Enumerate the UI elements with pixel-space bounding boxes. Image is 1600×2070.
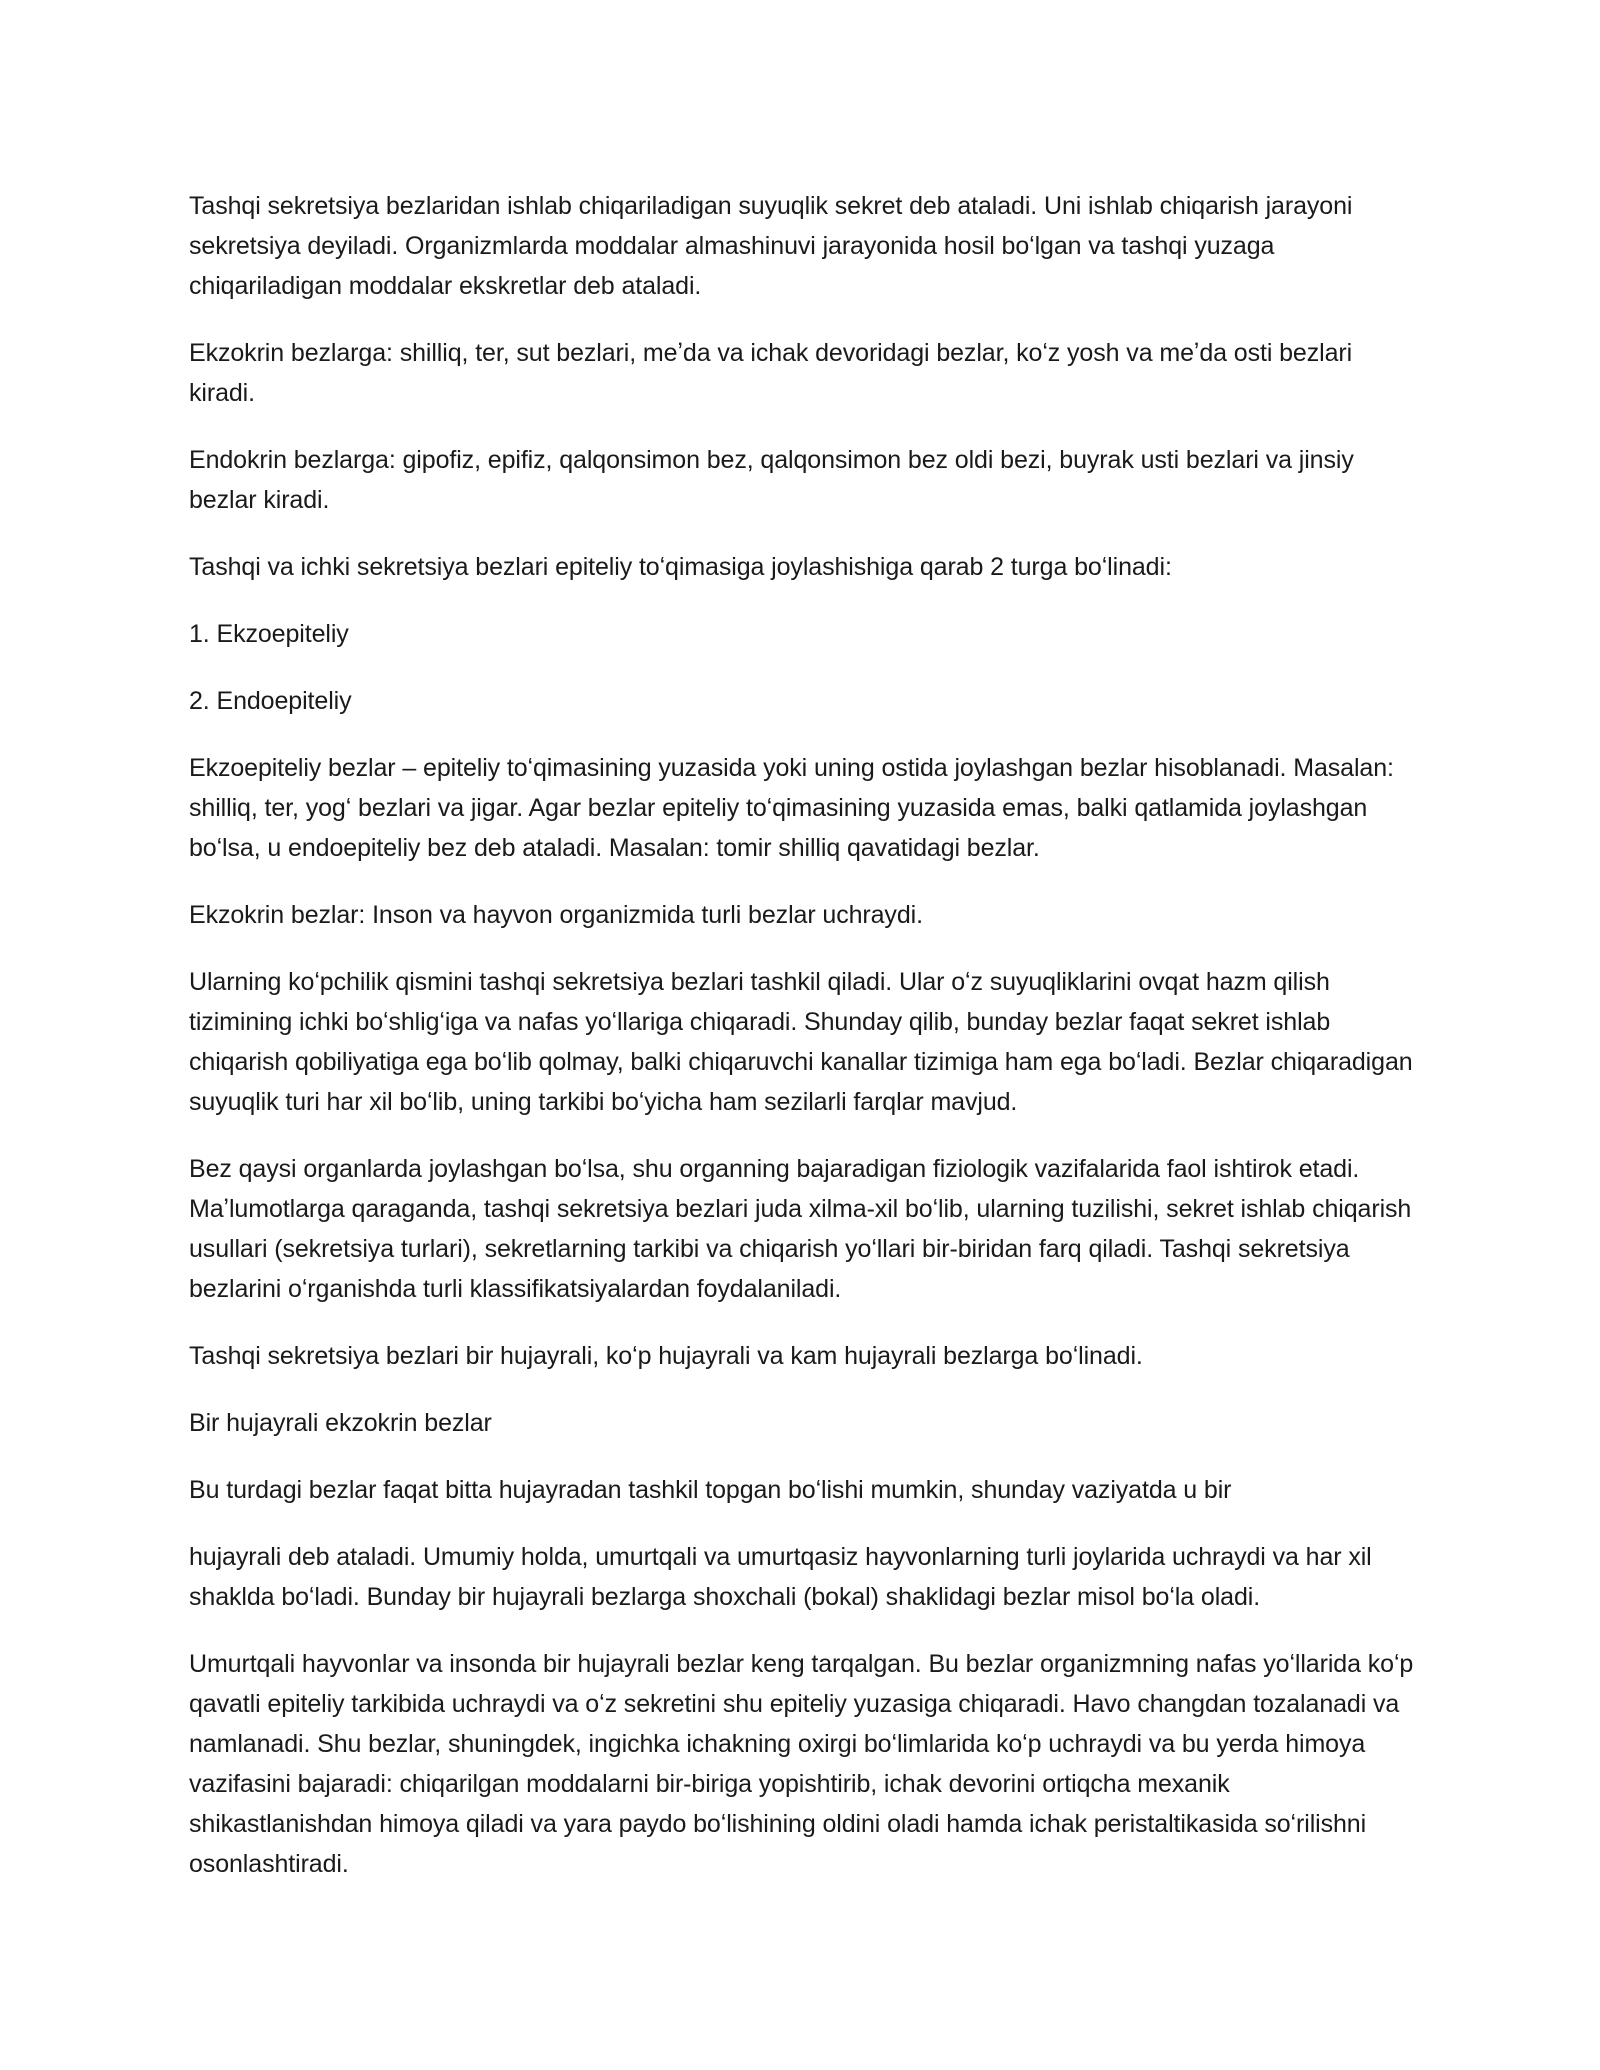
list-item-endoepiteliy: 2. Endoepiteliy xyxy=(189,687,352,715)
paragraph-endokrin-list: Endokrin bezlarga: gipofiz, epifiz, qalqonsimon bez, qalqonsimon bez oldi bezi, buyrak usti bezlari va jinsiy bezlar kiradi. xyxy=(189,446,1354,514)
list-item-ekzoepiteliy: 1. Ekzoepiteliy xyxy=(189,620,349,648)
paragraph-bir-hujayrali-start: Bu turdagi bezlar faqat bitta hujayradan tashkil topgan boʻlishi mumkin, shunday vaziyatda u bir xyxy=(189,1476,1232,1504)
paragraph-umurtqali-hayvonlar: Umurtqali hayvonlar va insonda bir hujayrali bezlar keng tarqalgan. Bu bezlar organizmning nafas yoʻllarida koʻp qavatli epiteliy tarkibida uchraydi va oʻz sekretini shu epiteliy yuzasiga chiqaradi. Havo changdan tozalanadi va namlanadi. Shu bezlar, shuningdek, ingichka ichakning oxirgi boʻlimlarida koʻp uchraydi va bu yerda himoya vazifasini bajaradi: chiqarilgan moddalarni bir-biriga yopishtirib, ichak devorini ortiqcha mexanik shikastlanishdan himoya qiladi va yara paydo boʻlishining oldini oladi hamda ichak peristaltikasida soʻrilishni osonlashtiradi. xyxy=(189,1650,1414,1878)
paragraph-ekzokrin-list: Ekzokrin bezlarga: shilliq, ter, sut bezlari, meʼda va ichak devoridagi bezlar, koʻz yosh va meʼda osti bezlari kiradi. xyxy=(189,339,1353,407)
paragraph-bir-hujayrali-continued: hujayrali deb ataladi. Umumiy holda, umurtqali va umurtqasiz hayvonlarning turli joylarida uchraydi va har xil shaklda boʻladi. Bunday bir hujayrali bezlarga shoxchali (bokal) shaklidagi bezlar misol boʻla oladi. xyxy=(189,1543,1372,1611)
document-body xyxy=(189,186,1419,1911)
paragraph-bez-organs: Bez qaysi organlarda joylashgan boʻlsa, shu organning bajaradigan fiziologik vazifalarida faol ishtirok etadi. Maʼlumotlarga qaraganda, tashqi sekretsiya bezlari juda xilma-xil boʻlib, ularning tuzilishi, sekret ishlab chiqarish usullari (sekretsiya turlari), sekretlarning tarkibi va chiqarish yoʻllari bir-biridan farq qiladi. Tashqi sekretsiya bezlarini oʻrganishda turli klassifikatsiyalardan foydalaniladi. xyxy=(189,1155,1412,1303)
paragraph-sekret-definition: Tashqi sekretsiya bezlaridan ishlab chiqariladigan suyuqlik sekret deb ataladi. Uni ishlab chiqarish jarayoni sekretsiya deyiladi. Organizmlarda moddalar almashinuvi jarayonida hosil boʻlgan va tashqi yuzaga chiqariladigan moddalar ekskretlar deb ataladi. xyxy=(189,192,1353,300)
paragraph-ekzoepiteliy-definition: Ekzoepiteliy bezlar – epiteliy toʻqimasining yuzasida yoki uning ostida joylashgan bezlar hisoblanadi. Masalan: shilliq, ter, yogʻ bezlari va jigar. Agar bezlar epiteliy toʻqimasining yuzasida emas, balki qatlamida joylashgan boʻlsa, u endoepiteliy bez deb ataladi. Masalan: tomir shilliq qavatidagi bezlar. xyxy=(189,754,1394,862)
paragraph-ekzokrin-intro: Ekzokrin bezlar: Inson va hayvon organizmida turli bezlar uchraydi. xyxy=(189,901,923,929)
paragraph-bez-types: Tashqi sekretsiya bezlari bir hujayrali, koʻp hujayrali va kam hujayrali bezlarga boʻlinadi. xyxy=(189,1342,1143,1370)
paragraph-tashqi-sekretsiya-function: Ularning koʻpchilik qismini tashqi sekretsiya bezlari tashkil qiladi. Ular oʻz suyuqliklarini ovqat hazm qilish tizimining ichki boʻshligʻiga va nafas yoʻllariga chiqaradi. Shunday qilib, bunday bezlar faqat sekret ishlab chiqarish qobiliyatiga ega boʻlib qolmay, balki chiqaruvchi kanallar tizimiga ham ega boʻladi. Bezlar chiqaradigan suyuqlik turi har xil boʻlib, uning tarkibi boʻyicha ham sezilarli farqlar mavjud. xyxy=(189,968,1413,1116)
paragraph-classification-intro: Tashqi va ichki sekretsiya bezlari epiteliy toʻqimasiga joylashishiga qarab 2 turga boʻlinadi: xyxy=(189,553,1172,581)
section-heading-bir-hujayrali: Bir hujayrali ekzokrin bezlar xyxy=(189,1409,492,1437)
